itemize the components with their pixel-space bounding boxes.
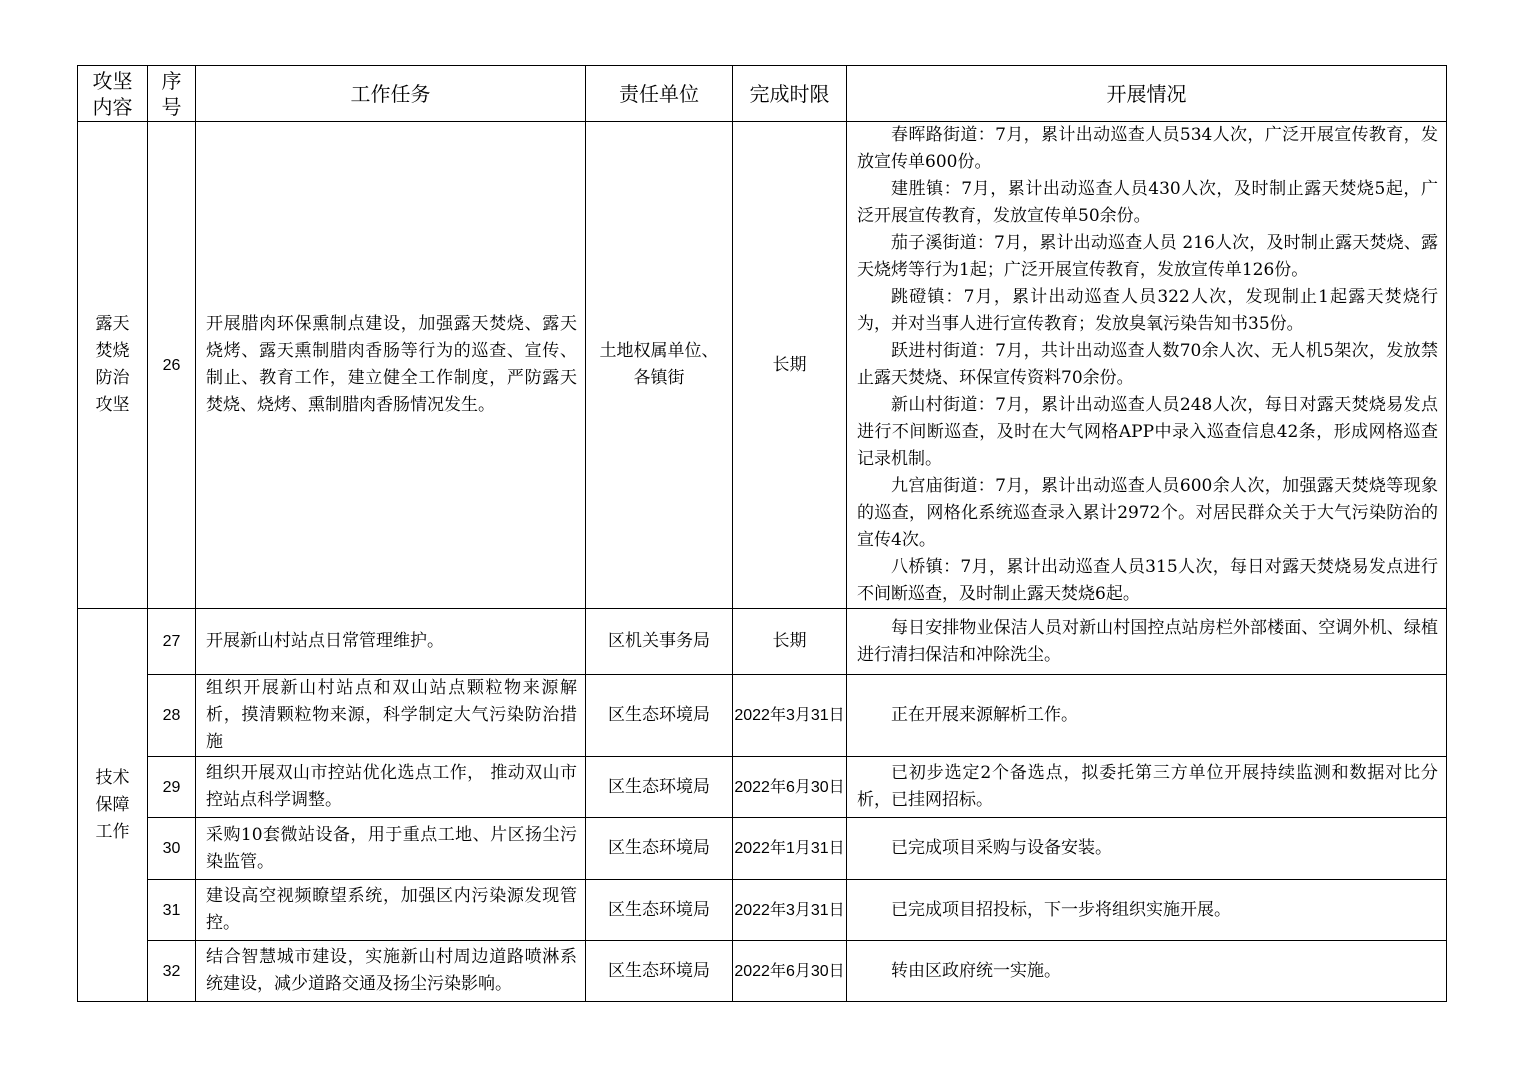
progress-paragraph: 茄子溪街道：7月，累计出动巡查人员 216人次，及时制止露天焚烧、露天烧烤等行为1起；广泛开展宣传教育，发放宣传单126份。 (857, 233, 1438, 280)
table-row (78, 122, 1447, 609)
seq-cell: 29 (148, 757, 196, 818)
progress-cell: 每日安排物业保洁人员对新山村国控点站房栏外部楼面、空调外机、绿植进行清扫保洁和冲除洗尘。 (847, 609, 1447, 675)
task-cell: 采购10套微站设备，用于重点工地、片区扬尘污染监管。 (196, 818, 586, 880)
unit-cell: 区生态环境局 (586, 941, 733, 1002)
table-row (78, 941, 1447, 1002)
header-row (78, 66, 1447, 122)
unit-cell: 区生态环境局 (586, 675, 733, 757)
seq-cell: 32 (148, 941, 196, 1002)
progress-paragraph: 九宫庙街道：7月，累计出动巡查人员600余人次，加强露天焚烧等现象的巡查，网格化系统巡查录入累计2972个。对居民群众关于大气污染防治的宣传4次。 (857, 476, 1438, 550)
table-row (78, 609, 1447, 675)
task-cell: 开展腊肉环保熏制点建设，加强露天焚烧、露天烧烤、露天熏制腊肉香肠等行为的巡查、宣传、制止、教育工作，建立健全工作制度，严防露天焚烧、烧烤、熏制腊肉香肠情况发生。 (196, 122, 586, 609)
table-row (78, 757, 1447, 818)
progress-cell: 已完成项目采购与设备安装。 (847, 818, 1447, 880)
header-category: 攻坚 内容 (78, 66, 148, 122)
unit-cell: 土地权属单位、各镇街 (586, 122, 733, 609)
deadline-cell: 2022年6月30日 (733, 757, 847, 818)
progress-paragraph: 跳磴镇：7月，累计出动巡查人员322人次，发现制止1起露天焚烧行为，并对当事人进行宣传教育；发放臭氧污染告知书35份。 (857, 287, 1438, 334)
header-unit: 责任单位 (586, 66, 733, 122)
deadline-cell: 2022年3月31日 (733, 880, 847, 941)
task-cell: 建设高空视频瞭望系统，加强区内污染源发现管控。 (196, 880, 586, 941)
task-cell: 结合智慧城市建设，实施新山村周边道路喷淋系统建设，减少道路交通及扬尘污染影响。 (196, 941, 586, 1002)
table-row (78, 880, 1447, 941)
seq-cell: 31 (148, 880, 196, 941)
progress-paragraph: 建胜镇：7月，累计出动巡查人员430人次，及时制止露天焚烧5起，广泛开展宣传教育，发放宣传单50余份。 (857, 179, 1438, 226)
header-progress: 开展情况 (847, 66, 1447, 122)
progress-paragraph: 八桥镇：7月，累计出动巡查人员315人次，每日对露天焚烧易发点进行不间断巡查，及时制止露天焚烧6起。 (857, 557, 1438, 604)
task-cell: 组织开展双山市控站优化选点工作， 推动双山市控站点科学调整。 (196, 757, 586, 818)
progress-cell: 已完成项目招投标，下一步将组织实施开展。 (847, 880, 1447, 941)
deadline-cell: 2022年6月30日 (733, 941, 847, 1002)
unit-cell: 区生态环境局 (586, 880, 733, 941)
seq-cell: 28 (148, 675, 196, 757)
work-task-table (77, 65, 1447, 1002)
deadline-cell: 2022年1月31日 (733, 818, 847, 880)
progress-cell: 已初步选定2个备选点，拟委托第三方单位开展持续监测和数据对比分析，已挂网招标。 (847, 757, 1447, 818)
seq-cell: 27 (148, 609, 196, 675)
seq-cell: 26 (148, 122, 196, 609)
seq-cell: 30 (148, 818, 196, 880)
category-cell: 露天 焚烧 防治 攻坚 (78, 122, 148, 609)
unit-cell: 区生态环境局 (586, 757, 733, 818)
unit-cell: 区生态环境局 (586, 818, 733, 880)
task-cell: 开展新山村站点日常管理维护。 (196, 609, 586, 675)
progress-paragraph: 春晖路街道：7月，累计出动巡查人员534人次，广泛开展宣传教育，发放宣传单600份。 (857, 125, 1438, 172)
deadline-cell: 2022年3月31日 (733, 675, 847, 757)
deadline-cell: 长期 (733, 609, 847, 675)
table-row (78, 675, 1447, 757)
progress-paragraph: 跃进村街道：7月，共计出动巡查人数70余人次、无人机5架次，发放禁止露天焚烧、环保宣传资料70余份。 (857, 341, 1438, 388)
progress-paragraph: 新山村街道：7月，累计出动巡查人员248人次，每日对露天焚烧易发点进行不间断巡查，及时在大气网格APP中录入巡查信息42条，形成网格巡查记录机制。 (857, 395, 1438, 469)
progress-cell (847, 122, 1447, 609)
header-deadline: 完成时限 (733, 66, 847, 122)
task-cell: 组织开展新山村站点和双山站点颗粒物来源解析，摸清颗粒物来源，科学制定大气污染防治措施 (196, 675, 586, 757)
category-cell: 技术 保障 工作 (78, 609, 148, 1002)
progress-cell: 转由区政府统一实施。 (847, 941, 1447, 1002)
progress-cell: 正在开展来源解析工作。 (847, 675, 1447, 757)
deadline-cell: 长期 (733, 122, 847, 609)
unit-cell: 区机关事务局 (586, 609, 733, 675)
table-row (78, 818, 1447, 880)
header-seq: 序 号 (148, 66, 196, 122)
header-task: 工作任务 (196, 66, 586, 122)
